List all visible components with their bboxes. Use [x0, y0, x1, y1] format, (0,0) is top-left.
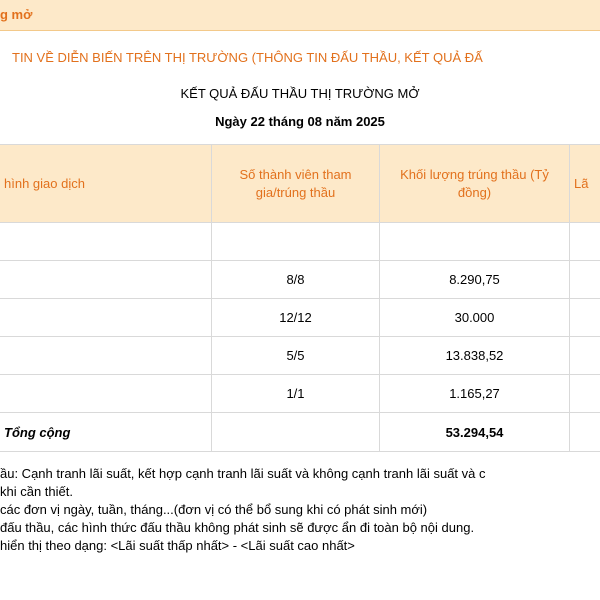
row-volume-cell: 8.290,75 — [380, 261, 570, 299]
table-row — [0, 299, 600, 337]
note-line: khi cần thiết. — [0, 484, 73, 499]
table-row — [0, 223, 600, 261]
row-type-cell — [0, 299, 212, 337]
table-row — [0, 261, 600, 299]
note-line: hiển thị theo dạng: <Lãi suất thấp nhất> - <Lãi suất cao nhất> — [0, 538, 355, 553]
row-members-cell: 8/8 — [212, 261, 380, 299]
header-volume: Khối lượng trúng thầu (Tỷ đồng) — [380, 145, 570, 223]
total-rate-cell — [570, 413, 600, 452]
row-rate-cell — [570, 375, 600, 413]
row-members-cell: 5/5 — [212, 337, 380, 375]
header-members: Số thành viên tham gia/trúng thầu — [212, 145, 380, 223]
total-row — [0, 413, 600, 452]
total-members-cell — [212, 413, 380, 452]
section-title: TIN VỀ DIỄN BIẾN TRÊN THỊ TRƯỜNG (THÔNG TIN ĐẤU THẦU, KẾT QUẢ ĐẤ — [12, 50, 483, 65]
header-interest-rate: Lã — [570, 145, 600, 223]
row-rate-cell — [570, 223, 600, 261]
row-type-cell — [0, 223, 212, 261]
row-members-cell — [212, 223, 380, 261]
total-label: Tổng cộng — [0, 413, 212, 452]
row-volume-cell: 1.165,27 — [380, 375, 570, 413]
note-line: đấu thầu, các hình thức đấu thầu không phát sinh sẽ được ẩn đi toàn bộ nội dung. — [0, 520, 475, 535]
row-members-cell: 12/12 — [212, 299, 380, 337]
row-type-cell — [0, 261, 212, 299]
row-members-cell: 1/1 — [212, 375, 380, 413]
row-rate-cell — [570, 337, 600, 375]
top-bar — [0, 0, 600, 31]
row-rate-cell — [570, 261, 600, 299]
report-title: KẾT QUẢ ĐẤU THẦU THỊ TRƯỜNG MỞ — [180, 86, 420, 101]
table-row — [0, 337, 600, 375]
row-rate-cell — [570, 299, 600, 337]
row-type-cell — [0, 337, 212, 375]
row-volume-cell: 13.838,52 — [380, 337, 570, 375]
table-row — [0, 375, 600, 413]
note-line: ầu: Cạnh tranh lãi suất, kết hợp cạnh tranh lãi suất và không cạnh tranh lãi suất và c — [0, 466, 486, 481]
top-bar-title: g mở — [0, 7, 33, 22]
header-transaction-type: hình giao dịch — [0, 145, 212, 223]
row-volume-cell: 30.000 — [380, 299, 570, 337]
note-line: các đơn vị ngày, tuần, tháng...(đơn vị có thể bổ sung khi có phát sinh mới) — [0, 502, 428, 517]
table-header-row — [0, 145, 600, 223]
notes-section — [0, 465, 600, 555]
results-table — [0, 144, 600, 452]
row-type-cell — [0, 375, 212, 413]
total-volume: 53.294,54 — [380, 413, 570, 452]
row-volume-cell — [380, 223, 570, 261]
report-date: Ngày 22 tháng 08 năm 2025 — [215, 114, 385, 129]
